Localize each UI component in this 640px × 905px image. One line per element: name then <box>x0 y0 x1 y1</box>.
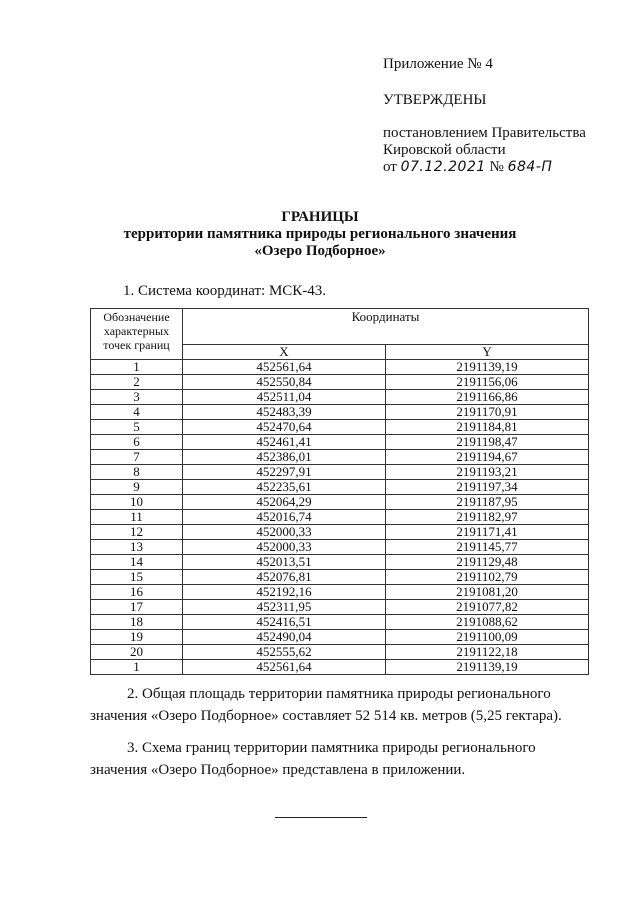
cell-point: 6 <box>91 435 183 450</box>
cell-x: 452550,84 <box>183 375 386 390</box>
cell-y: 2191077,82 <box>386 600 589 615</box>
cell-y: 2191182,97 <box>386 510 589 525</box>
table-row <box>91 630 589 645</box>
cell-y: 2191102,79 <box>386 570 589 585</box>
cell-y: 2191193,21 <box>386 465 589 480</box>
cell-x: 452013,51 <box>183 555 386 570</box>
cell-y: 2191194,67 <box>386 450 589 465</box>
cell-x: 452483,39 <box>183 405 386 420</box>
section1-text: 1. Система координат: МСК-43. <box>123 283 327 299</box>
cell-y: 2191145,77 <box>386 540 589 555</box>
cell-y: 2191197,34 <box>386 480 589 495</box>
cell-x: 452561,64 <box>183 660 386 675</box>
table-row <box>91 660 589 675</box>
section2-line2: значения «Озеро Подборное» составляет 52 514 кв. метров (5,25 гектара). <box>90 708 562 724</box>
table-row <box>91 435 589 450</box>
table-row <box>91 645 589 660</box>
cell-x: 452311,95 <box>183 600 386 615</box>
cell-y: 2191156,06 <box>386 375 589 390</box>
appendix-label: Приложение № 4 <box>383 56 493 72</box>
table-row <box>91 585 589 600</box>
cell-point: 10 <box>91 495 183 510</box>
section3-line2: значения «Озеро Подборное» представлена в приложении. <box>90 762 466 778</box>
cell-point: 14 <box>91 555 183 570</box>
cell-point: 1 <box>91 660 183 675</box>
cell-point: 4 <box>91 405 183 420</box>
col-header-y: Y <box>386 345 589 360</box>
document-title <box>0 209 640 260</box>
cell-x: 452555,62 <box>183 645 386 660</box>
cell-y: 2191122,18 <box>386 645 589 660</box>
cell-y: 2191129,48 <box>386 555 589 570</box>
table-row <box>91 480 589 495</box>
decree-line1: постановлением Правительства <box>383 125 586 141</box>
table-row <box>91 405 589 420</box>
col-header-x: X <box>183 345 386 360</box>
col-header-points: Обозначение характерных точек границ <box>91 309 183 360</box>
cell-point: 12 <box>91 525 183 540</box>
decree-date-line <box>383 159 633 176</box>
table-row <box>91 615 589 630</box>
cell-point: 3 <box>91 390 183 405</box>
handwritten-number: 684-П <box>507 159 553 175</box>
table-row <box>91 510 589 525</box>
cell-x: 452511,04 <box>183 390 386 405</box>
cell-point: 8 <box>91 465 183 480</box>
cell-y: 2191184,81 <box>386 420 589 435</box>
table-row <box>91 555 589 570</box>
cell-y: 2191187,95 <box>386 495 589 510</box>
cell-point: 11 <box>91 510 183 525</box>
date-prefix: от <box>383 159 397 175</box>
cell-point: 13 <box>91 540 183 555</box>
cell-point: 2 <box>91 375 183 390</box>
title-line2: территории памятника природы регионального значения <box>123 226 517 242</box>
cell-point: 16 <box>91 585 183 600</box>
table-row <box>91 600 589 615</box>
table-row <box>91 390 589 405</box>
table-row <box>91 525 589 540</box>
table-row <box>91 465 589 480</box>
cell-point: 20 <box>91 645 183 660</box>
col-header-coords: Координаты <box>183 309 589 345</box>
table-row <box>91 540 589 555</box>
table-row <box>91 570 589 585</box>
cell-x: 452470,64 <box>183 420 386 435</box>
title-line3: «Озеро Подборное» <box>254 243 386 259</box>
cell-y: 2191088,62 <box>386 615 589 630</box>
cell-point: 1 <box>91 360 183 375</box>
cell-x: 452297,91 <box>183 465 386 480</box>
table-row <box>91 495 589 510</box>
cell-y: 2191198,47 <box>386 435 589 450</box>
table-row <box>91 450 589 465</box>
cell-point: 15 <box>91 570 183 585</box>
body-flow <box>90 308 590 818</box>
cell-x: 452192,16 <box>183 585 386 600</box>
table-row <box>91 360 589 375</box>
table-row <box>91 420 589 435</box>
cell-y: 2191139,19 <box>386 660 589 675</box>
decree-line2: Кировской области <box>383 142 506 158</box>
title-line1: ГРАНИЦЫ <box>281 209 359 225</box>
closing-divider <box>275 817 367 818</box>
cell-point: 9 <box>91 480 183 495</box>
cell-y: 2191171,41 <box>386 525 589 540</box>
coordinates-table <box>90 308 589 675</box>
cell-y: 2191166,86 <box>386 390 589 405</box>
cell-y: 2191081,20 <box>386 585 589 600</box>
section2-line1: 2. Общая площадь территории памятника природы регионального <box>127 686 551 702</box>
cell-point: 7 <box>91 450 183 465</box>
cell-point: 18 <box>91 615 183 630</box>
approval-block <box>383 56 633 176</box>
cell-point: 5 <box>91 420 183 435</box>
cell-point: 17 <box>91 600 183 615</box>
section3-line1: 3. Схема границ территории памятника природы регионального <box>127 740 536 756</box>
cell-x: 452416,51 <box>183 615 386 630</box>
cell-x: 452386,01 <box>183 450 386 465</box>
cell-x: 452064,29 <box>183 495 386 510</box>
cell-x: 452490,04 <box>183 630 386 645</box>
table-row <box>91 375 589 390</box>
handwritten-date: 07.12.2021 <box>400 159 486 175</box>
cell-y: 2191170,91 <box>386 405 589 420</box>
cell-y: 2191139,19 <box>386 360 589 375</box>
cell-x: 452000,33 <box>183 540 386 555</box>
cell-point: 19 <box>91 630 183 645</box>
cell-x: 452000,33 <box>183 525 386 540</box>
approved-label: УТВЕРЖДЕНЫ <box>383 92 487 108</box>
cell-y: 2191100,09 <box>386 630 589 645</box>
cell-x: 452235,61 <box>183 480 386 495</box>
number-prefix: № <box>489 159 504 175</box>
cell-x: 452561,64 <box>183 360 386 375</box>
cell-x: 452076,81 <box>183 570 386 585</box>
cell-x: 452016,74 <box>183 510 386 525</box>
cell-x: 452461,41 <box>183 435 386 450</box>
